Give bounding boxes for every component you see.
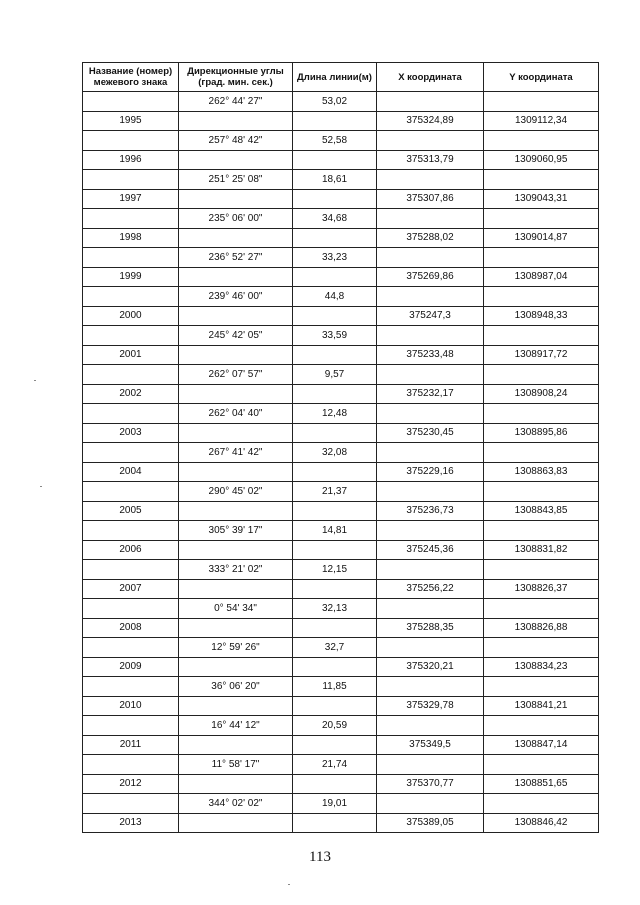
table-row xyxy=(83,306,599,326)
table-row xyxy=(83,813,599,833)
cell-y-coordinate: 1308846,42 xyxy=(484,813,599,833)
cell-x-coordinate: 375236,73 xyxy=(377,501,484,521)
cell-y-coordinate: 1308908,24 xyxy=(484,384,599,404)
cell-y-coordinate xyxy=(484,248,599,268)
cell-line-length xyxy=(293,501,377,521)
cell-line-length: 14,81 xyxy=(293,521,377,541)
cell-direction-angle: 262° 04' 40" xyxy=(179,404,293,424)
cell-mark-name xyxy=(83,677,179,697)
cell-x-coordinate xyxy=(377,170,484,190)
cell-x-coordinate xyxy=(377,677,484,697)
cell-direction-angle: 257° 48' 42" xyxy=(179,131,293,151)
table-row xyxy=(83,657,599,677)
cell-direction-angle: 16° 44' 12" xyxy=(179,716,293,736)
cell-y-coordinate xyxy=(484,287,599,307)
cell-direction-angle: 11° 58' 17" xyxy=(179,755,293,775)
cell-y-coordinate xyxy=(484,521,599,541)
table-row xyxy=(83,170,599,190)
table-row xyxy=(83,92,599,112)
cell-direction-angle xyxy=(179,267,293,287)
cell-y-coordinate: 1308847,14 xyxy=(484,735,599,755)
header-y-coordinate: Y координата xyxy=(484,63,599,92)
cell-direction-angle: 36° 06' 20" xyxy=(179,677,293,697)
cell-mark-name: 2005 xyxy=(83,501,179,521)
cell-line-length: 21,74 xyxy=(293,755,377,775)
cell-line-length xyxy=(293,345,377,365)
table-row xyxy=(83,462,599,482)
table-row xyxy=(83,365,599,385)
cell-y-coordinate xyxy=(484,404,599,424)
table-row xyxy=(83,501,599,521)
table-row xyxy=(83,111,599,131)
cell-direction-angle xyxy=(179,423,293,443)
cell-y-coordinate xyxy=(484,755,599,775)
cell-x-coordinate: 375233,48 xyxy=(377,345,484,365)
cell-direction-angle xyxy=(179,735,293,755)
cell-direction-angle xyxy=(179,657,293,677)
cell-y-coordinate: 1309112,34 xyxy=(484,111,599,131)
cell-x-coordinate xyxy=(377,287,484,307)
cell-line-length: 18,61 xyxy=(293,170,377,190)
cell-line-length: 21,37 xyxy=(293,482,377,502)
cell-x-coordinate xyxy=(377,794,484,814)
cell-y-coordinate: 1308826,88 xyxy=(484,618,599,638)
cell-line-length: 20,59 xyxy=(293,716,377,736)
cell-mark-name: 2010 xyxy=(83,696,179,716)
table-row xyxy=(83,755,599,775)
cell-direction-angle: 290° 45' 02" xyxy=(179,482,293,502)
cell-line-length: 33,23 xyxy=(293,248,377,268)
cell-x-coordinate: 375313,79 xyxy=(377,150,484,170)
table-row xyxy=(83,150,599,170)
cell-x-coordinate xyxy=(377,92,484,112)
cell-direction-angle xyxy=(179,540,293,560)
cell-line-length xyxy=(293,267,377,287)
cell-y-coordinate: 1308987,04 xyxy=(484,267,599,287)
table-row xyxy=(83,248,599,268)
table-row xyxy=(83,774,599,794)
cell-x-coordinate xyxy=(377,482,484,502)
cell-y-coordinate: 1308841,21 xyxy=(484,696,599,716)
cell-line-length xyxy=(293,462,377,482)
cell-x-coordinate xyxy=(377,131,484,151)
cell-mark-name xyxy=(83,209,179,229)
cell-direction-angle xyxy=(179,462,293,482)
cell-mark-name: 2007 xyxy=(83,579,179,599)
cell-x-coordinate: 375349,5 xyxy=(377,735,484,755)
cell-line-length: 19,01 xyxy=(293,794,377,814)
table-row xyxy=(83,579,599,599)
cell-x-coordinate xyxy=(377,716,484,736)
cell-line-length: 11,85 xyxy=(293,677,377,697)
table-row xyxy=(83,189,599,209)
table-row xyxy=(83,287,599,307)
cell-mark-name xyxy=(83,404,179,424)
cell-y-coordinate xyxy=(484,482,599,502)
cell-y-coordinate xyxy=(484,365,599,385)
cell-direction-angle xyxy=(179,501,293,521)
cell-direction-angle: 239° 46' 00" xyxy=(179,287,293,307)
cell-y-coordinate: 1309014,87 xyxy=(484,228,599,248)
cell-y-coordinate xyxy=(484,326,599,346)
cell-x-coordinate xyxy=(377,326,484,346)
cell-direction-angle xyxy=(179,579,293,599)
cell-line-length xyxy=(293,111,377,131)
cell-line-length xyxy=(293,579,377,599)
table-row xyxy=(83,638,599,658)
table-row xyxy=(83,716,599,736)
cell-line-length: 32,7 xyxy=(293,638,377,658)
cell-line-length xyxy=(293,774,377,794)
table-row xyxy=(83,618,599,638)
cell-line-length xyxy=(293,423,377,443)
cell-line-length: 44,8 xyxy=(293,287,377,307)
cell-direction-angle: 12° 59' 26" xyxy=(179,638,293,658)
header-direction-angle-line1: Дирекционные углы xyxy=(187,66,284,77)
cell-x-coordinate xyxy=(377,560,484,580)
cell-direction-angle xyxy=(179,813,293,833)
cell-direction-angle: 251° 25' 08" xyxy=(179,170,293,190)
cell-x-coordinate: 375229,16 xyxy=(377,462,484,482)
cell-x-coordinate: 375256,22 xyxy=(377,579,484,599)
cell-mark-name: 1996 xyxy=(83,150,179,170)
cell-x-coordinate: 375245,36 xyxy=(377,540,484,560)
cell-line-length: 12,15 xyxy=(293,560,377,580)
cell-mark-name: 2009 xyxy=(83,657,179,677)
cell-line-length xyxy=(293,384,377,404)
cell-x-coordinate: 375269,86 xyxy=(377,267,484,287)
cell-direction-angle xyxy=(179,696,293,716)
scan-speck xyxy=(34,380,36,381)
cell-mark-name xyxy=(83,755,179,775)
cell-x-coordinate xyxy=(377,404,484,424)
cell-line-length xyxy=(293,150,377,170)
cell-direction-angle xyxy=(179,150,293,170)
cell-y-coordinate: 1308917,72 xyxy=(484,345,599,365)
cell-mark-name: 2000 xyxy=(83,306,179,326)
cell-mark-name xyxy=(83,131,179,151)
table-row xyxy=(83,345,599,365)
cell-y-coordinate xyxy=(484,92,599,112)
cell-mark-name xyxy=(83,560,179,580)
cell-x-coordinate: 375389,05 xyxy=(377,813,484,833)
cell-mark-name: 2004 xyxy=(83,462,179,482)
cell-mark-name: 2003 xyxy=(83,423,179,443)
cell-direction-angle: 245° 42' 05" xyxy=(179,326,293,346)
cell-direction-angle xyxy=(179,618,293,638)
cell-direction-angle: 235° 06' 00" xyxy=(179,209,293,229)
cell-mark-name: 1995 xyxy=(83,111,179,131)
cell-y-coordinate: 1309060,95 xyxy=(484,150,599,170)
cell-line-length: 32,08 xyxy=(293,443,377,463)
scan-speck xyxy=(288,884,290,885)
cell-x-coordinate: 375307,86 xyxy=(377,189,484,209)
cell-x-coordinate xyxy=(377,443,484,463)
cell-y-coordinate: 1308948,33 xyxy=(484,306,599,326)
header-mark-name-line2: межевого знака xyxy=(93,77,168,88)
cell-x-coordinate xyxy=(377,365,484,385)
cell-direction-angle: 262° 07' 57" xyxy=(179,365,293,385)
cell-line-length: 12,48 xyxy=(293,404,377,424)
cell-line-length xyxy=(293,306,377,326)
cell-direction-angle: 0° 54' 34" xyxy=(179,599,293,619)
cell-mark-name xyxy=(83,599,179,619)
table-row xyxy=(83,267,599,287)
cell-mark-name xyxy=(83,326,179,346)
cell-mark-name xyxy=(83,365,179,385)
cell-direction-angle xyxy=(179,228,293,248)
page-number: 113 xyxy=(309,849,331,865)
cell-direction-angle: 262° 44' 27" xyxy=(179,92,293,112)
cell-x-coordinate: 375232,17 xyxy=(377,384,484,404)
cell-direction-angle: 236° 52' 27" xyxy=(179,248,293,268)
cell-y-coordinate: 1308826,37 xyxy=(484,579,599,599)
cell-x-coordinate: 375288,35 xyxy=(377,618,484,638)
table-row xyxy=(83,794,599,814)
cell-direction-angle xyxy=(179,111,293,131)
table-row xyxy=(83,404,599,424)
table-body xyxy=(83,92,599,833)
cell-line-length xyxy=(293,228,377,248)
cell-x-coordinate xyxy=(377,638,484,658)
cell-y-coordinate xyxy=(484,716,599,736)
cell-line-length xyxy=(293,540,377,560)
cell-line-length: 32,13 xyxy=(293,599,377,619)
scan-speck xyxy=(40,486,42,487)
cell-y-coordinate xyxy=(484,170,599,190)
cell-y-coordinate xyxy=(484,638,599,658)
cell-line-length xyxy=(293,813,377,833)
header-x-coordinate: X координата xyxy=(377,63,484,92)
cell-direction-angle xyxy=(179,189,293,209)
cell-direction-angle xyxy=(179,384,293,404)
boundary-marks-table xyxy=(82,62,599,833)
cell-y-coordinate: 1308834,23 xyxy=(484,657,599,677)
cell-mark-name xyxy=(83,716,179,736)
cell-x-coordinate: 375370,77 xyxy=(377,774,484,794)
cell-y-coordinate: 1309043,31 xyxy=(484,189,599,209)
cell-y-coordinate xyxy=(484,560,599,580)
cell-mark-name xyxy=(83,638,179,658)
cell-mark-name xyxy=(83,170,179,190)
header-mark-name xyxy=(83,63,179,92)
cell-line-length: 52,58 xyxy=(293,131,377,151)
cell-y-coordinate: 1308831,82 xyxy=(484,540,599,560)
header-direction-angle xyxy=(179,63,293,92)
cell-mark-name xyxy=(83,794,179,814)
cell-line-length: 33,59 xyxy=(293,326,377,346)
cell-x-coordinate xyxy=(377,521,484,541)
cell-y-coordinate: 1308843,85 xyxy=(484,501,599,521)
cell-mark-name: 1997 xyxy=(83,189,179,209)
cell-mark-name xyxy=(83,248,179,268)
cell-x-coordinate: 375329,78 xyxy=(377,696,484,716)
cell-mark-name xyxy=(83,92,179,112)
cell-y-coordinate: 1308863,83 xyxy=(484,462,599,482)
cell-mark-name xyxy=(83,521,179,541)
cell-x-coordinate: 375288,02 xyxy=(377,228,484,248)
cell-mark-name xyxy=(83,287,179,307)
table-row xyxy=(83,482,599,502)
cell-x-coordinate xyxy=(377,599,484,619)
table-row xyxy=(83,228,599,248)
header-direction-angle-line2: (град. мин. сек.) xyxy=(198,77,273,88)
cell-line-length xyxy=(293,189,377,209)
cell-y-coordinate: 1308895,86 xyxy=(484,423,599,443)
header-mark-name-line1: Название (номер) xyxy=(88,66,173,77)
cell-line-length: 9,57 xyxy=(293,365,377,385)
cell-mark-name: 2011 xyxy=(83,735,179,755)
table-row xyxy=(83,209,599,229)
cell-direction-angle: 305° 39' 17" xyxy=(179,521,293,541)
cell-mark-name: 1999 xyxy=(83,267,179,287)
cell-y-coordinate xyxy=(484,794,599,814)
cell-x-coordinate: 375324,89 xyxy=(377,111,484,131)
cell-mark-name: 2012 xyxy=(83,774,179,794)
cell-mark-name: 2006 xyxy=(83,540,179,560)
cell-x-coordinate: 375247,3 xyxy=(377,306,484,326)
header-line-length: Длина линии(м) xyxy=(293,63,377,92)
cell-mark-name: 2002 xyxy=(83,384,179,404)
cell-mark-name: 2001 xyxy=(83,345,179,365)
table-row xyxy=(83,677,599,697)
cell-direction-angle: 344° 02' 02" xyxy=(179,794,293,814)
cell-x-coordinate xyxy=(377,209,484,229)
table-row xyxy=(83,696,599,716)
cell-y-coordinate xyxy=(484,131,599,151)
table-row xyxy=(83,423,599,443)
cell-x-coordinate: 375320,21 xyxy=(377,657,484,677)
cell-mark-name xyxy=(83,482,179,502)
cell-line-length xyxy=(293,696,377,716)
cell-y-coordinate xyxy=(484,209,599,229)
cell-y-coordinate xyxy=(484,599,599,619)
table-row xyxy=(83,443,599,463)
cell-x-coordinate xyxy=(377,248,484,268)
table-row xyxy=(83,384,599,404)
table-row xyxy=(83,560,599,580)
cell-direction-angle xyxy=(179,774,293,794)
table-row xyxy=(83,521,599,541)
cell-y-coordinate: 1308851,65 xyxy=(484,774,599,794)
table-row xyxy=(83,131,599,151)
cell-x-coordinate xyxy=(377,755,484,775)
cell-line-length: 53,02 xyxy=(293,92,377,112)
cell-mark-name: 2013 xyxy=(83,813,179,833)
table-row xyxy=(83,735,599,755)
cell-direction-angle: 333° 21' 02" xyxy=(179,560,293,580)
table-row xyxy=(83,326,599,346)
cell-mark-name: 2008 xyxy=(83,618,179,638)
table-header-row xyxy=(83,63,599,92)
cell-y-coordinate xyxy=(484,443,599,463)
cell-direction-angle xyxy=(179,306,293,326)
cell-direction-angle xyxy=(179,345,293,365)
cell-line-length xyxy=(293,618,377,638)
cell-y-coordinate xyxy=(484,677,599,697)
cell-line-length: 34,68 xyxy=(293,209,377,229)
table-row xyxy=(83,540,599,560)
cell-mark-name: 1998 xyxy=(83,228,179,248)
cell-line-length xyxy=(293,657,377,677)
cell-line-length xyxy=(293,735,377,755)
table-row xyxy=(83,599,599,619)
cell-mark-name xyxy=(83,443,179,463)
cell-direction-angle: 267° 41' 42" xyxy=(179,443,293,463)
cell-x-coordinate: 375230,45 xyxy=(377,423,484,443)
